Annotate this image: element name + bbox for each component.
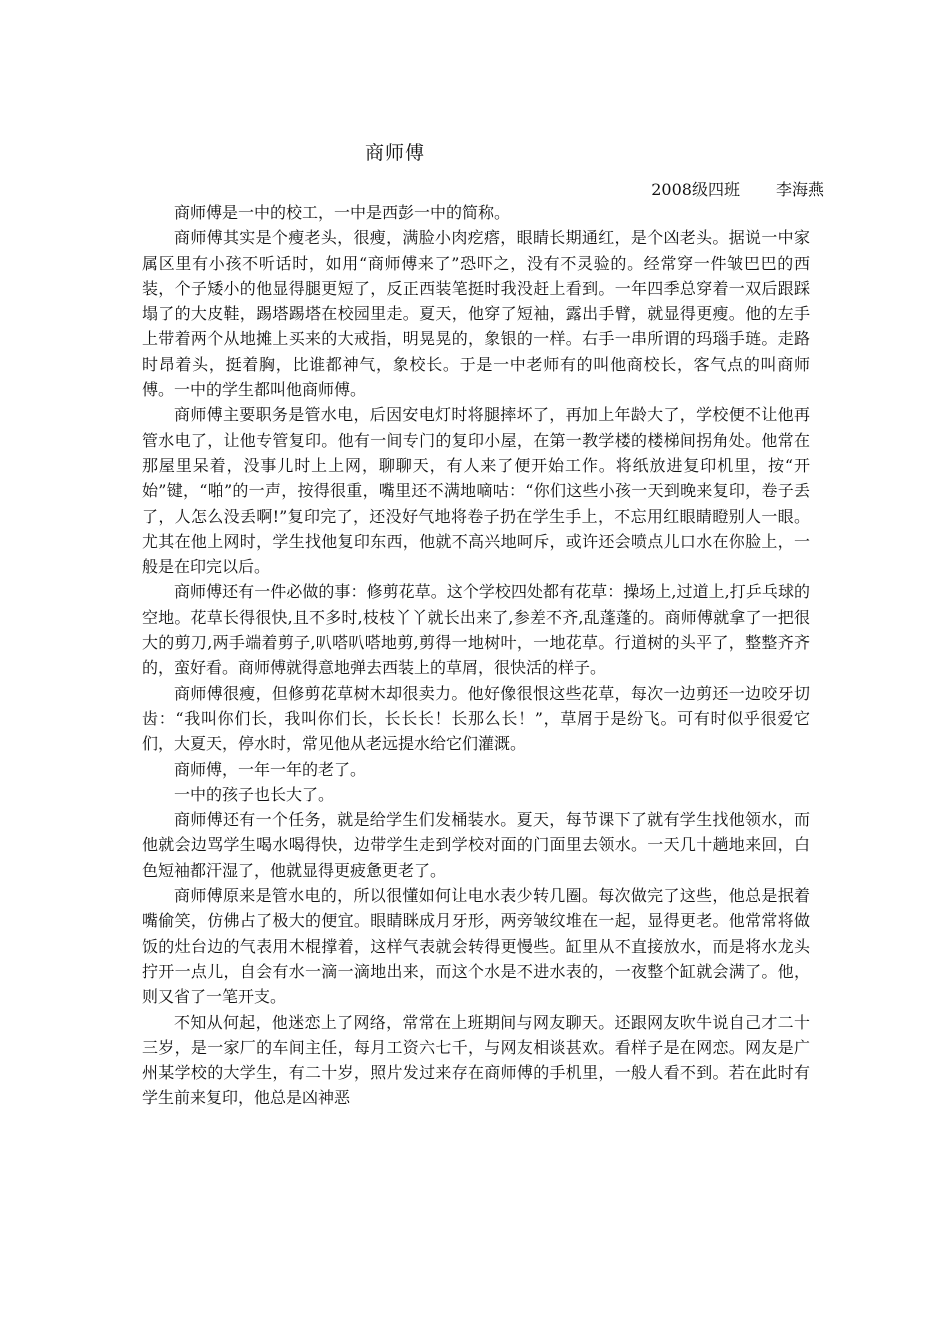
paragraph-7: 一中的孩子也长大了。 <box>174 784 335 804</box>
paragraph-8: 商师傅还有一个任务，就是给学生们发桶装水。夏天，每节课下了就有学生找他领水，而他就会边骂学生喝水喝得快，边带学生走到学校对面的门面里去领水。一天几十趟地来回，白色短袖都汗湿了，他就显得更疲惫更老了。 <box>142 810 810 880</box>
byline-author: 李海燕 <box>775 180 824 199</box>
document-title: 商师傅 <box>364 142 425 164</box>
paragraph-4: 商师傅还有一件必做的事：修剪花草。这个学校四处都有花草：操场上,过道上,打乒乓球的空地。花草长得很快,且不多时,枝枝丫丫就长出来了,参差不齐,乱蓬蓬的。商师傅就拿了一把很大的剪刀,两手端着剪子,叭嗒叭嗒地剪,剪得一地树叶，一地花草。行道树的头平了，整整齐齐的，蛮好看。商师傅就得意地弹去西装上的草屑，很快活的样子。 <box>142 582 810 678</box>
paragraph-1: 商师傅是一中的校工，一中是西彭一中的简称。 <box>174 203 511 222</box>
paragraph-3: 商师傅主要职务是管水电，后因安电灯时将腿摔坏了，再加上年龄大了，学校便不让他再管水电了，让他专管复印。他有一间专门的复印小屋，在第一教学楼的楼梯间拐角处。他常在那屋里呆着，没事儿时上上网，聊聊天，有人来了便开始工作。将纸放进复印机里，按“开始”键，“啪”的一声，按得很重，嘴里还不满地嘀咕：“你们这些小孩一天到晚来复印，卷子丢了，人怎么没丢啊!”复印完了，还没好气地将卷子扔在学生手上，不忘用红眼睛瞪别人一眼。尤其在他上网时，学生找他复印东西，他就不高兴地呵斥，或许还会喷点儿口水在你脸上，一般是在印完以后。 <box>142 405 810 577</box>
byline <box>651 177 824 200</box>
paragraph-5: 商师傅很瘦，但修剪花草树木却很卖力。他好像很恨这些花草，每次一边剪还一边咬牙切齿：“我叫你们长，我叫你们长，长长长！长那么长！”，草屑于是纷飞。可有时似乎很爱它们，大夏天，停水时，常见他从老远提水给它们灌溉。 <box>142 683 810 754</box>
paragraph-6: 商师傅，一年一年的老了。 <box>174 759 367 779</box>
paragraph-10: 不知从何起，他迷恋上了网络，常常在上班期间与网友聊天。还跟网友吹牛说自己才二十三岁，是一家厂的车间主任，每月工资六七千，与网友相谈甚欢。看样子是在网恋。网友是广州某学校的大学生，有二十岁，照片发过来存在商师傅的手机里，一般人看不到。若在此时有学生前来复印，他总是凶神恶 <box>142 1012 810 1108</box>
document-body <box>142 200 810 1111</box>
paragraph-2: 商师傅其实是个瘦老头，很瘦，满脸小肉疙瘩，眼睛长期通红，是个凶老头。据说一中家属区里有小孩不听话时，如用“商师傅来了”恐吓之，没有不灵验的。经常穿一件皱巴巴的西装，个子矮小的他显得腿更短了，反正西装笔挺时我没赶上看到。一年四季总穿着一双后跟踩塌了的大皮鞋，踢塔踢塔在校园里走。夏天，他穿了短袖，露出手臂，就显得更瘦。他的左手上带着两个从地摊上买来的大戒指，明晃晃的，象银的一样。右手一串所谓的玛瑙手琏。走路时昂着头，挺着胸，比谁都神气，象校长。于是一中老师有的叫他商校长，客气点的叫商师傅。一中的学生都叫他商师傅。 <box>142 228 810 400</box>
paragraph-9: 商师傅原来是管水电的，所以很懂如何让电水表少转几圈。每次做完了这些，他总是抿着嘴偷笑，仿佛占了极大的便宜。眼睛眯成月牙形，两旁皱纹堆在一起，显得更老。他常常将做饭的灶台边的气表用木棍撑着，这样气表就会转得更慢些。缸里从不直接放水，而是将水龙头拧开一点儿，自会有水一滴一滴地出来，而这个水是不进水表的，一夜整个缸就会满了。他，则又省了一笔开支。 <box>142 886 810 1007</box>
byline-class: 2008级四班 <box>651 180 740 199</box>
